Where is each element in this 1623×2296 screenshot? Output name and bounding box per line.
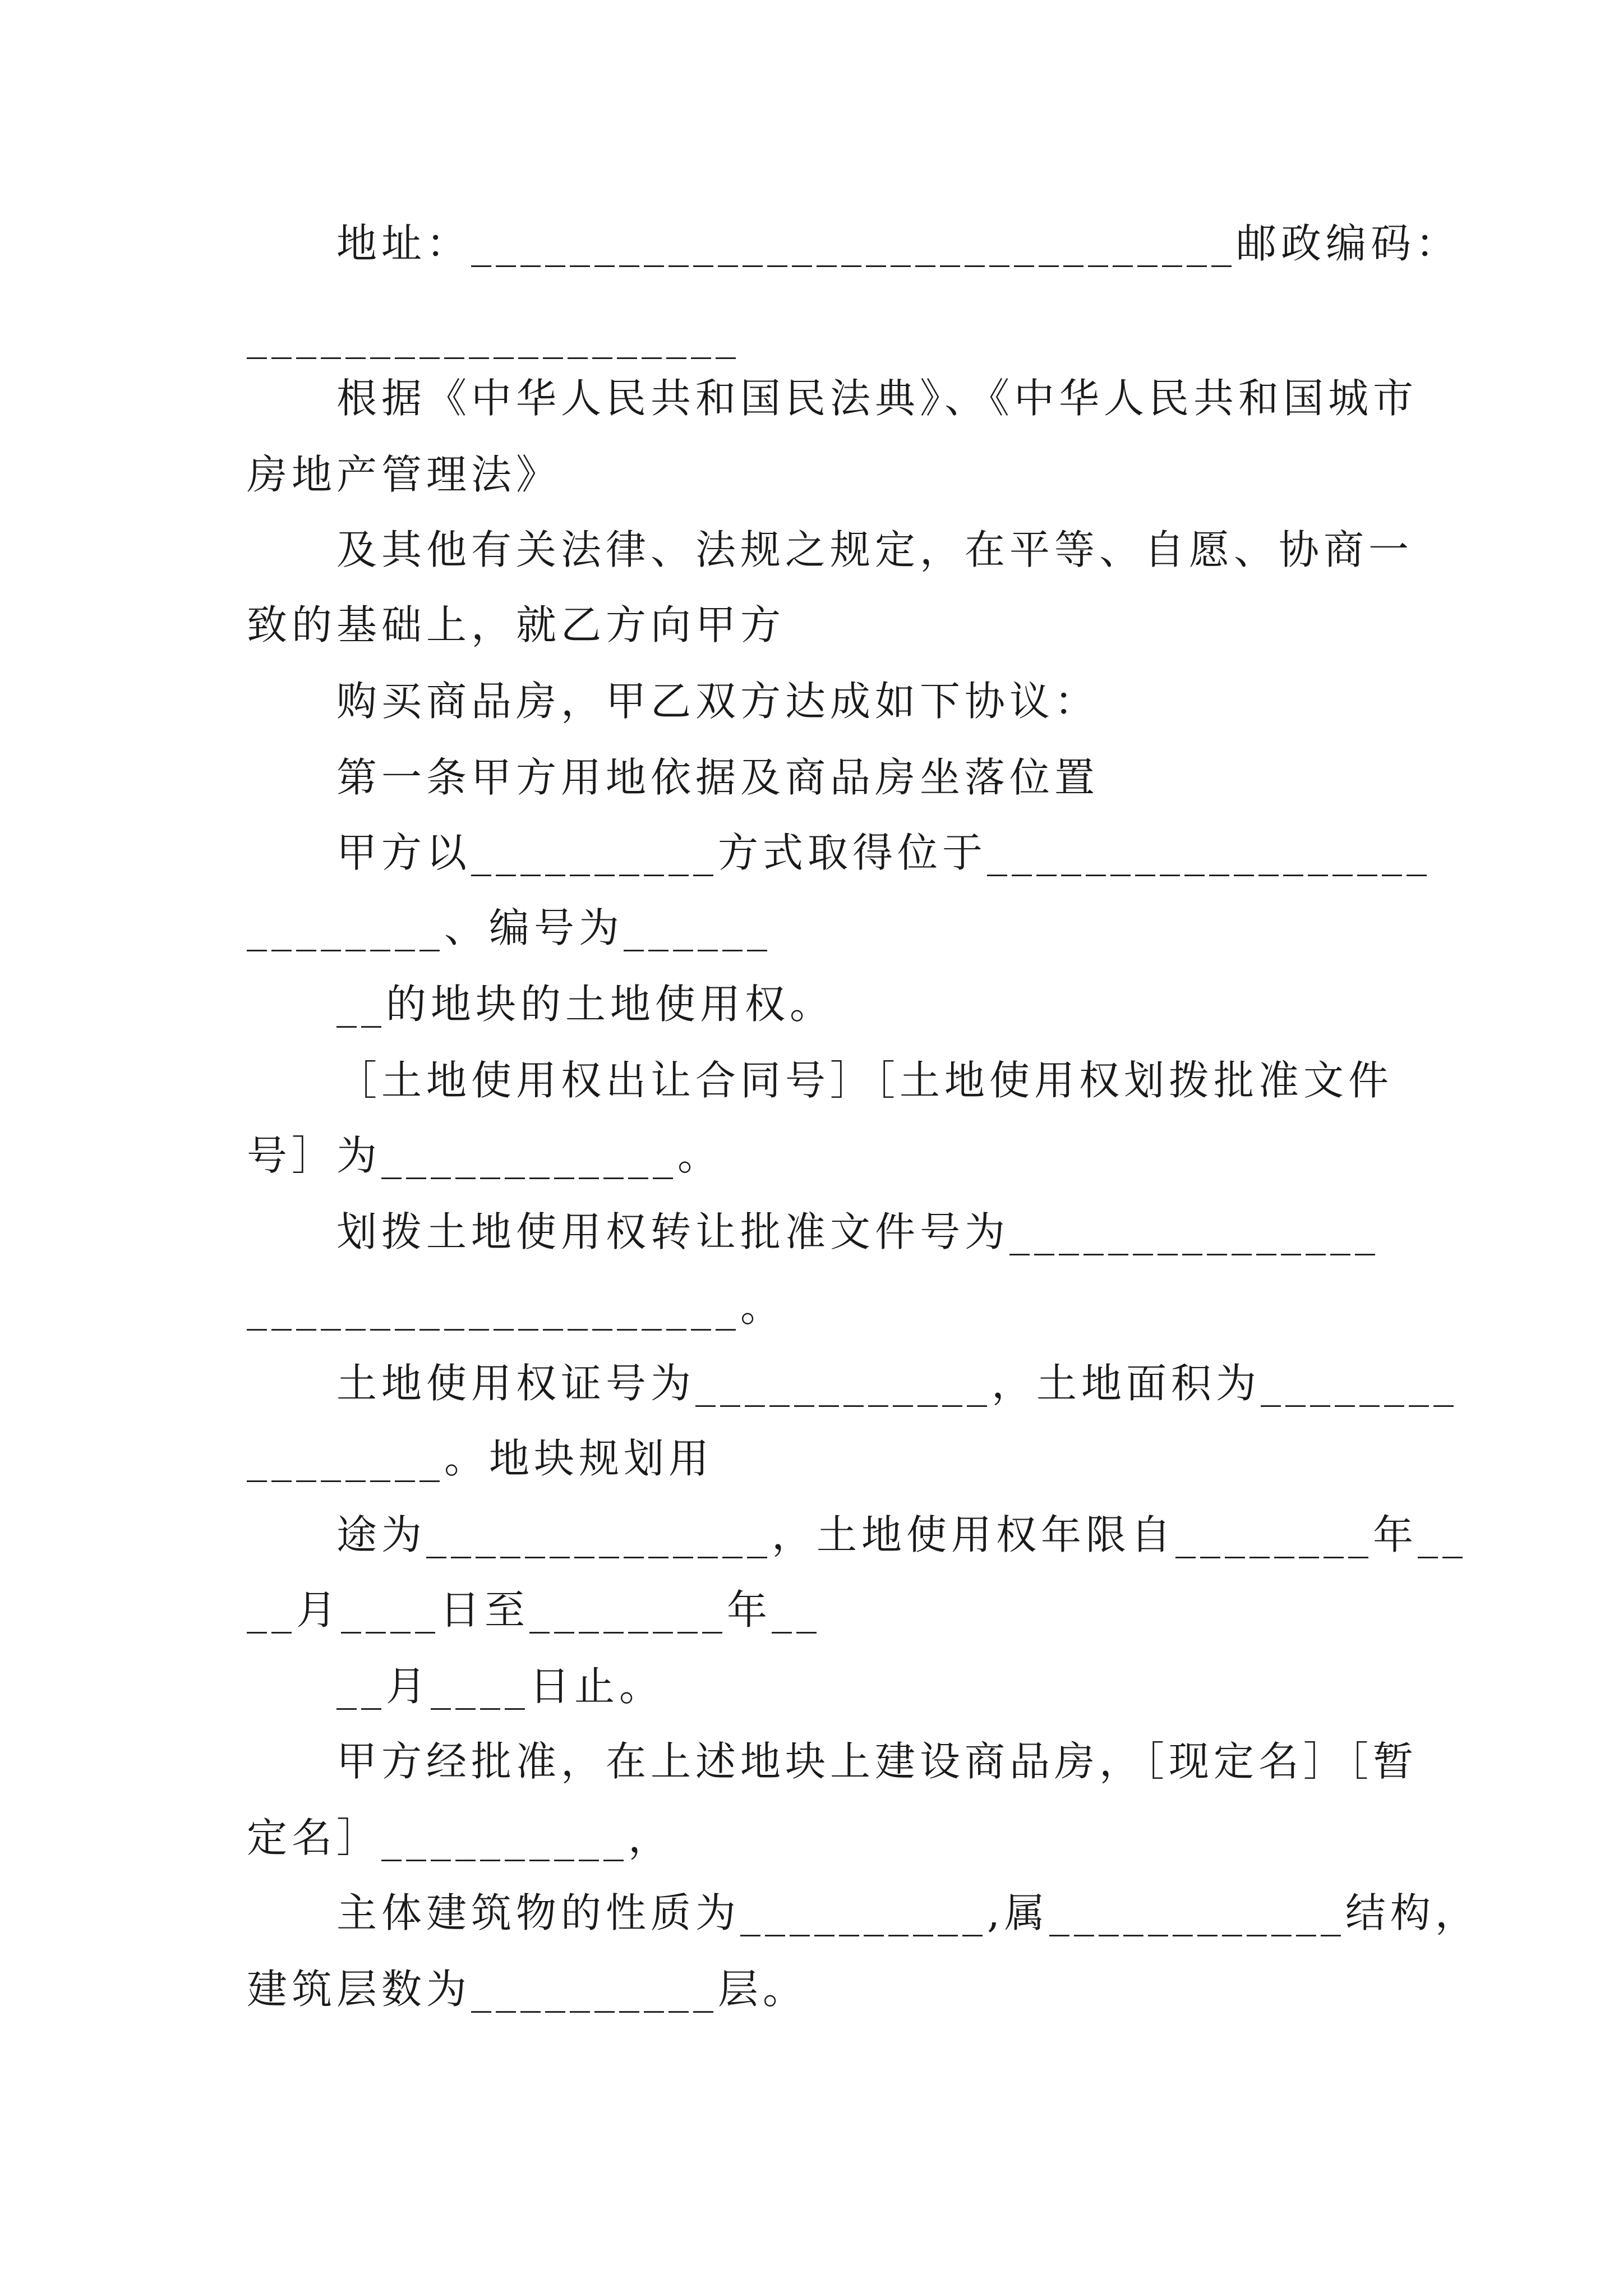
building-nature-line: 主体建筑物的性质为__________,属____________结构， [336, 1889, 1480, 1936]
certificate-area-line-2: ________。地块规划用 [247, 1435, 714, 1482]
transfer-approval-line-1: 划拨土地使用权转让批准文件号为_______________ [336, 1208, 1380, 1255]
agreement-intro-line: 购买商品房，甲乙双方达成如下协议： [336, 678, 1100, 725]
building-name-line-2: 定名］__________， [247, 1814, 674, 1861]
article-one-heading: 第一条甲方用地依据及商品房坐落位置 [336, 754, 1100, 801]
certificate-area-line-1: 土地使用权证号为____________，土地面积为________ [336, 1360, 1459, 1407]
principles-line-2: 致的基础上，就乙方向甲方 [247, 601, 786, 648]
transfer-approval-line-2: ____________________。 [247, 1283, 785, 1331]
address-line: 地址：_______________________________邮政编码： [336, 220, 1461, 267]
use-period-line-3: __月____日止。 [336, 1663, 665, 1710]
land-acquisition-line-2: ________、编号为______ [247, 904, 772, 951]
land-acquisition-line-1: 甲方以__________方式取得位于__________________ [336, 829, 1432, 876]
use-period-line-2: __月____日至________年__ [247, 1586, 822, 1634]
contract-number-line-1: ［土地使用权出让合同号］［土地使用权划拨批准文件 [336, 1057, 1394, 1104]
postcode-blank-line: ____________________ [247, 312, 740, 359]
use-period-line-1: 途为______________，土地使用权年限自________年__ [336, 1511, 1468, 1558]
contract-number-line-2: 号］为____________。 [247, 1132, 723, 1179]
building-floors-line: 建筑层数为__________层。 [247, 1966, 808, 2013]
principles-line-1: 及其他有关法律、法规之规定，在平等、自愿、协商一 [336, 526, 1414, 573]
legal-basis-line-1: 根据《中华人民共和国民法典》、《中华人民共和国城市 [336, 375, 1418, 422]
legal-basis-line-2: 房地产管理法》 [247, 451, 561, 498]
building-name-line-1: 甲方经批准，在上述地块上建设商品房，［现定名］［暂 [336, 1738, 1418, 1785]
land-use-right-line: __的地块的土地使用权。 [336, 981, 835, 1028]
